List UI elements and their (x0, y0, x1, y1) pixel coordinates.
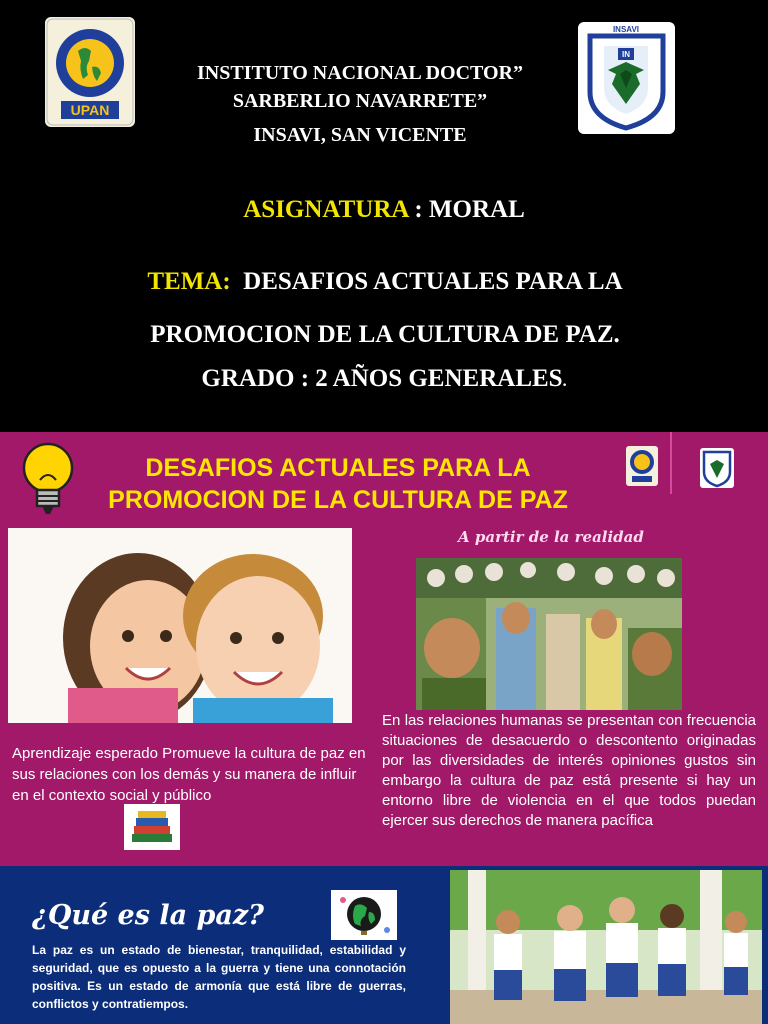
what-is-peace-slide (0, 866, 768, 1024)
slide-title-line2: PROMOCION DE LA CULTURA DE PAZ (108, 486, 568, 514)
grade-line (0, 365, 768, 393)
svg-text:INSAVI: INSAVI (612, 25, 640, 34)
globe-icon (331, 890, 397, 940)
upan-logo (45, 17, 135, 127)
expected-learning-text: Aprendizaje esperado Promueve la cultura de paz en sus relaciones con los demás y su manera de influir en el contexto social y público (12, 745, 366, 804)
topic-line1 (60, 255, 710, 308)
institution-name-line2: SARBERLIO NAVARRETE” (232, 90, 488, 112)
subject-value: : MORAL (414, 196, 525, 223)
reality-subtitle: A partir de la realidad (458, 528, 644, 546)
topic-block (60, 255, 710, 361)
topic-label: TEMA: (147, 268, 231, 295)
topic-value-line1: DESAFIOS ACTUALES PARA LA (243, 268, 623, 295)
svg-text:IN: IN (622, 50, 630, 59)
topic-value-line2: PROMOCION DE LA CULTURA DE PAZ. (150, 321, 620, 348)
lightbulb-icon (20, 440, 76, 525)
title-slide (0, 0, 768, 430)
schoolchildren-photo (450, 870, 762, 1024)
institution-name-line1: INSTITUTO NACIONAL DOCTOR” (196, 62, 523, 84)
children-hugging-photo (8, 528, 352, 723)
peace-heading: ¿Qué es la paz? (32, 900, 265, 931)
grade-period: . (562, 373, 567, 390)
upan-logo-small (626, 446, 658, 486)
insavi-logo (578, 22, 675, 134)
books-icon (124, 804, 180, 850)
slide-title-line1: DESAFIOS ACTUALES PARA LA (145, 454, 531, 482)
insavi-logo-small (700, 448, 734, 488)
slide-title (78, 452, 598, 516)
subject-label: ASIGNATURA (243, 196, 409, 223)
accent-divider (670, 432, 672, 494)
institution-location: INSAVI, SAN VICENTE (253, 124, 467, 146)
peace-definition-text: La paz es un estado de bienestar, tranquilidad, estabilidad y seguridad, que es opuesto a la guerra y tiene una connotación positiva. Es un estado de armonía que está libre de guerras, conflictos y contratiempos. (32, 943, 406, 1011)
human-relations-text: En las relaciones humanas se presentan con frecuencia situaciones de desacuerdo o descontento originadas por las diversidades de interés opiniones gustos sin embargo la cultura de paz está presente si hay un entorno libre de violencia en el que todos puedan ejercer sus derechos de manera pacífica (382, 712, 756, 829)
svg-text:UPAN: UPAN (70, 102, 110, 118)
subject-line (0, 196, 768, 224)
grade-text: GRADO : 2 AÑOS GENERALES (201, 365, 563, 392)
challenges-slide (0, 432, 768, 866)
crowd-march-photo (416, 558, 682, 710)
